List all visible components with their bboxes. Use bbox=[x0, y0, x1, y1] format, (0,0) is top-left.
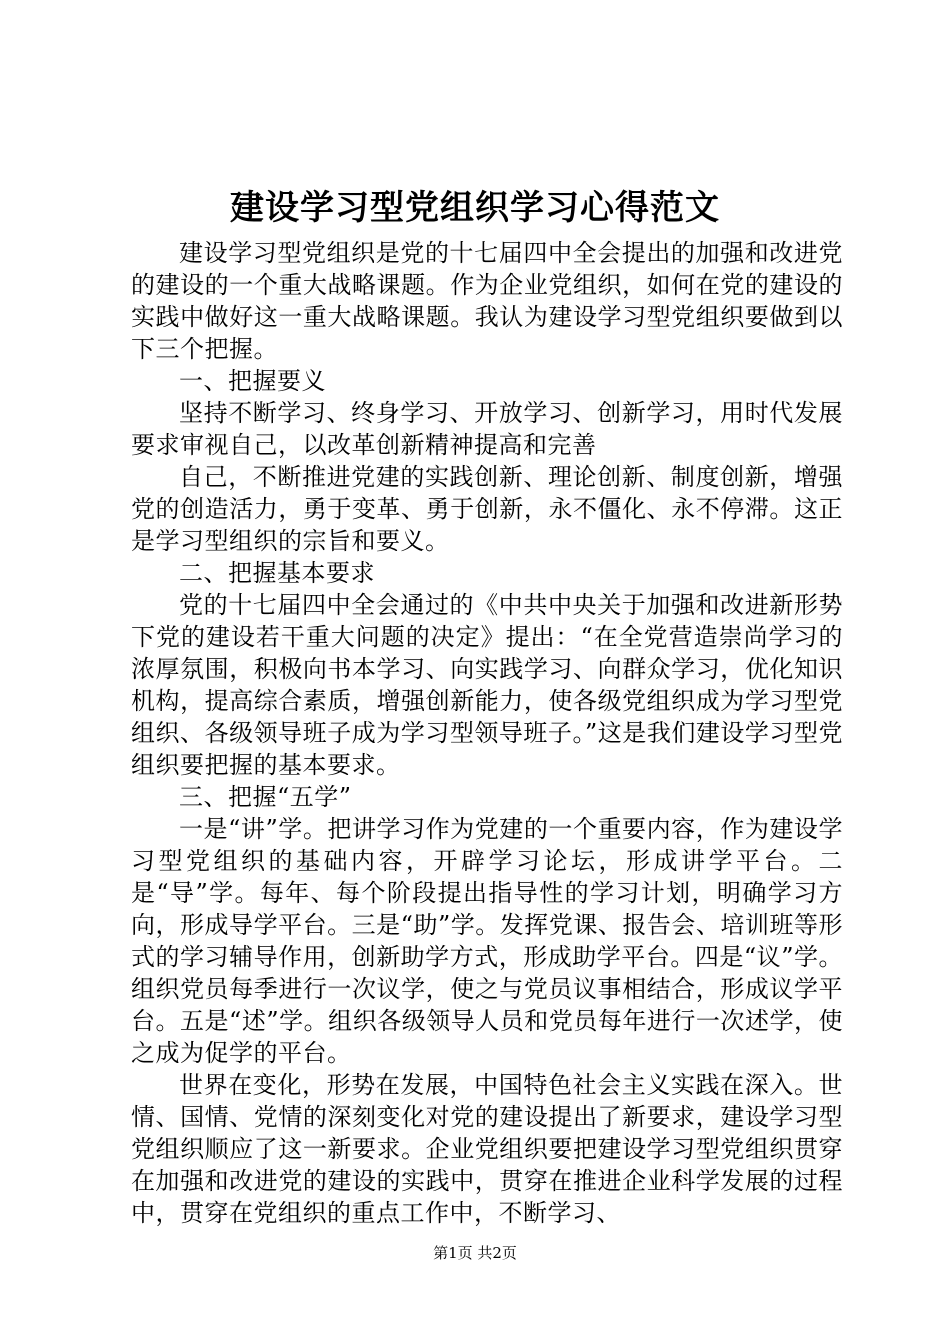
paragraph-2: 党的十七届四中全会通过的《中共中央关于加强和改进新形势下党的建设若干重大问题的决定》提出：“在全党营造崇尚学习的浓厚氛围，积极向书本学习、向实践学习、向群众学习，优化知识机构，提高综合素质，增强创新能力，使各级党组织成为学习型党组织、各级领导班子成为学习型领导班子。”这是我们建设学习型党组织要把握的基本要求。 bbox=[131, 591, 843, 779]
section-heading-2: 二、把握基本要求 bbox=[179, 559, 375, 587]
paragraph-1b: 自己，不断推进党建的实践创新、理论创新、制度创新，增强党的创造活力，勇于变革、勇于创新，永不僵化、永不停滞。这正是学习型组织的宗旨和要义。 bbox=[131, 463, 843, 555]
document-title: 建设学习型党组织学习心得范文 bbox=[230, 188, 720, 228]
paragraph-intro: 建设学习型党组织是党的十七届四中全会提出的加强和改进党的建设的一个重大战略课题。作为企业党组织，如何在党的建设的实践中做好这一重大战略课题。我认为建设学习型党组织要做到以下三个把握。 bbox=[131, 239, 843, 363]
page-number-footer: 第1页 共2页 bbox=[433, 1244, 517, 1262]
paragraph-3: 一是“讲”学。把讲学习作为党建的一个重要内容，作为建设学习型党组织的基础内容，开辟学习论坛，形成讲学平台。二是“导”学。每年、每个阶段提出指导性的学习计划，明确学习方向，形成导学平台。三是“助”学。发挥党课、报告会、培训班等形式的学习辅导作用，创新助学方式，形成助学平台。四是“议”学。组织党员每季进行一次议学，使之与党员议事相结合，形成议学平台。五是“述”学。组织各级领导人员和党员每年进行一次述学，使之成为促学的平台。 bbox=[131, 815, 843, 1067]
section-heading-1: 一、把握要义 bbox=[179, 367, 326, 395]
paragraph-conclusion: 世界在变化，形势在发展，中国特色社会主义实践在深入。世情、国情、党情的深刻变化对党的建设提出了新要求，建设学习型党组织顺应了这一新要求。企业党组织要把建设学习型党组织贯穿在加强和改进党的建设的实践中，贯穿在推进企业科学发展的过程中，贯穿在党组织的重点工作中，不断学习、 bbox=[131, 1071, 843, 1227]
section-heading-3: 三、把握“五学” bbox=[179, 783, 352, 811]
paragraph-1a: 坚持不断学习、终身学习、开放学习、创新学习，用时代发展要求审视自己，以改革创新精神提高和完善 bbox=[131, 399, 843, 459]
document-body bbox=[131, 237, 843, 1229]
